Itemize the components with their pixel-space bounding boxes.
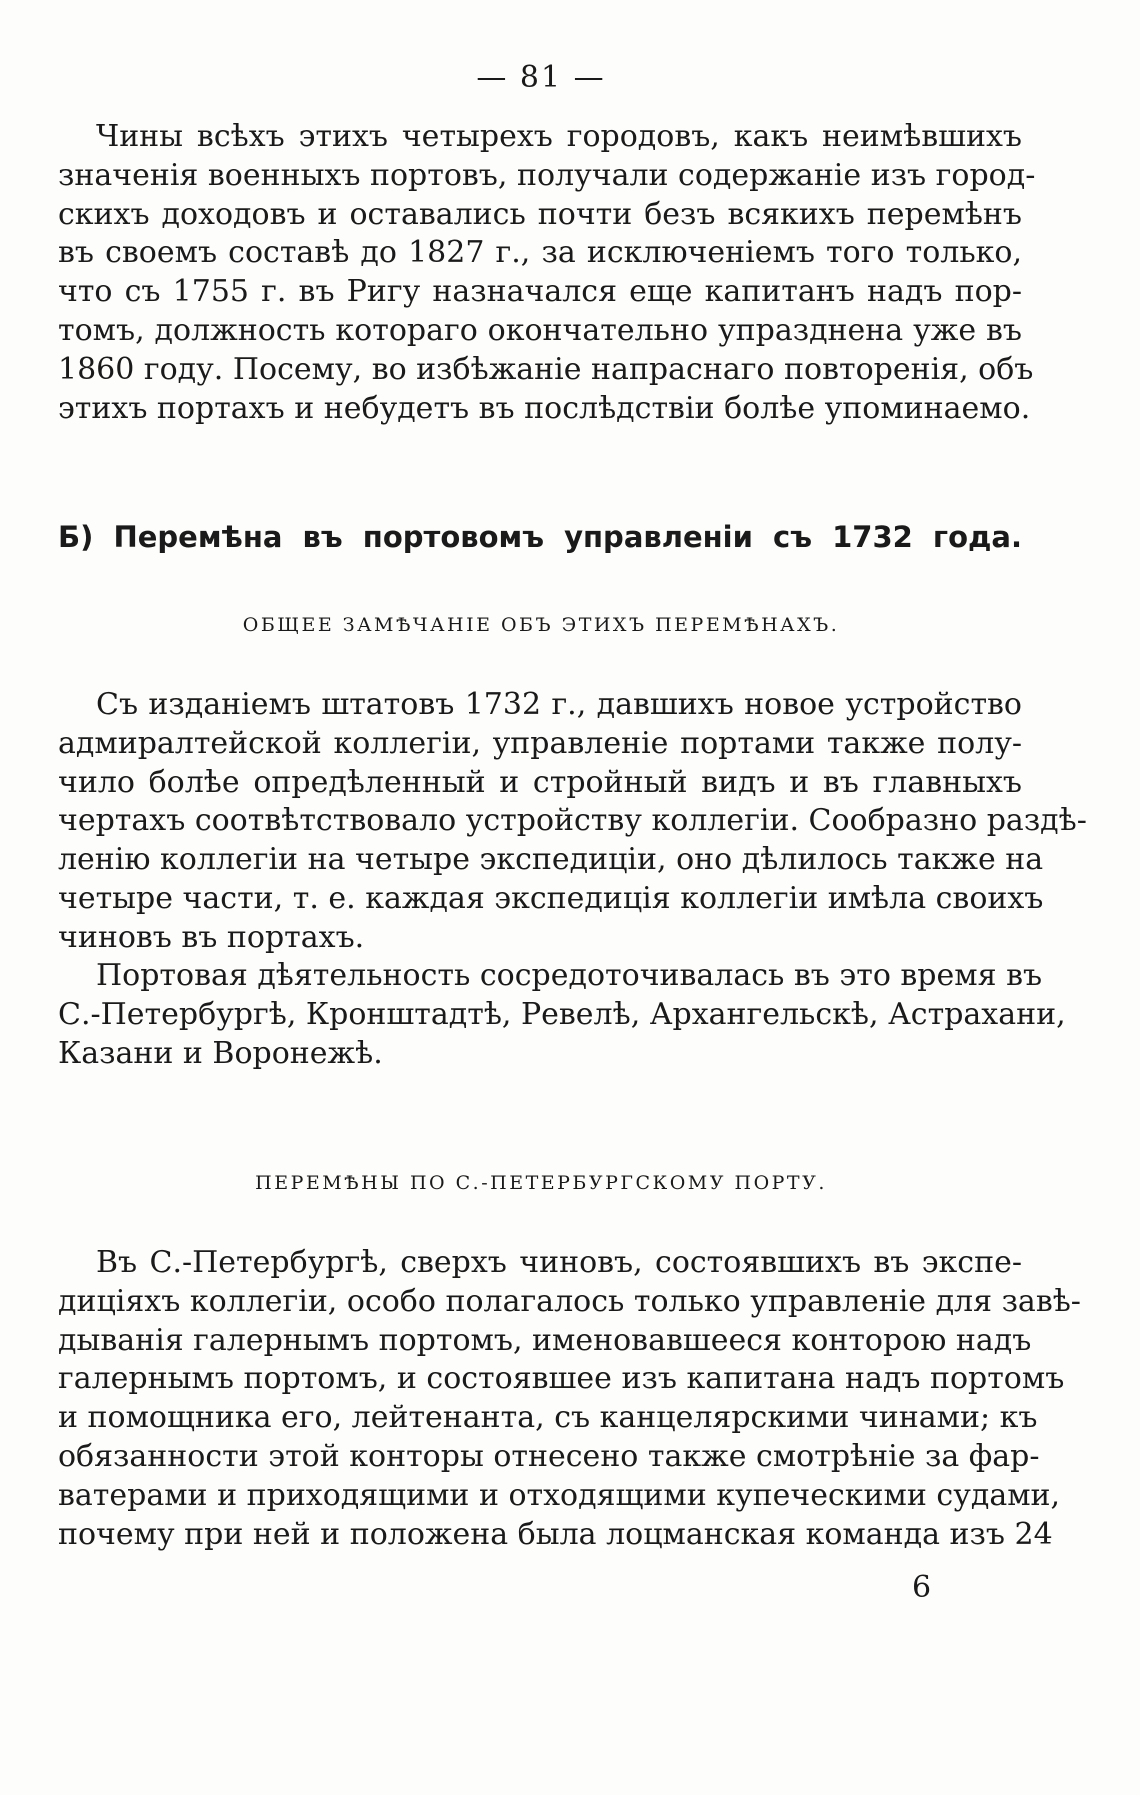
text-line: Казани и Воронежѣ.	[58, 1035, 383, 1071]
paragraph-4	[58, 1244, 1081, 1554]
text-line: томъ, должность котораго окончательно упразднена уже въ	[58, 312, 1022, 348]
text-line: четыре части, т. е. каждая экспедиція коллегіи имѣла своихъ	[58, 880, 1044, 916]
text-line: Портовая дѣятельность сосредоточивалась въ это время въ	[96, 958, 1043, 993]
text-line: почему при ней и положена была лоцманская команда изъ 24	[58, 1516, 1053, 1552]
text-line: ватерами и приходящими и отходящими купеческими судами,	[58, 1477, 1061, 1513]
text-line: адмиралтейской коллегіи, управленіе портами также полу-	[58, 725, 1022, 761]
text-line: С.-Петербургѣ, Кронштадтѣ, Ревелѣ, Архангельскѣ, Астрахани,	[58, 996, 1066, 1032]
paragraph-2	[58, 686, 1087, 958]
text-line: этихъ портахъ и небудетъ въ послѣдствіи болѣе упоминаемо.	[58, 390, 1031, 426]
subheading-petersburg-port: ПЕРЕМѢНЫ ПО С.-ПЕТЕРБУРГСКОМУ ПОРТУ.	[255, 1172, 827, 1194]
text-line: что съ 1755 г. въ Ригу назначался еще капитанъ надъ пор-	[58, 274, 1022, 310]
paragraph-1	[58, 118, 1036, 428]
section-heading: Б) Перемѣна въ портовомъ управленіи съ 1732 года.	[58, 520, 1022, 554]
text-line: чиновъ въ портахъ.	[58, 919, 365, 955]
text-line: и помощника его, лейтенанта, съ канцелярскими чинами; къ	[58, 1400, 1038, 1436]
paragraph-3	[58, 957, 1066, 1073]
text-line: галернымъ портомъ, и состоявшее изъ капитана надъ портомъ	[58, 1361, 1065, 1397]
signature-mark: 6	[912, 1570, 932, 1605]
subheading-general-remark: ОБЩЕЕ ЗАМѢЧАНІЕ ОБЪ ЭТИХЪ ПЕРЕМѢНАХЪ.	[242, 614, 840, 636]
text-line: Въ С.-Петербургѣ, сверхъ чиновъ, состоявшихъ въ экспе-	[96, 1245, 1022, 1280]
text-line: Съ изданіемъ штатовъ 1732 г., давшихъ новое устройство	[96, 687, 1022, 722]
text-line: чертахъ соотвѣтствовало устройству коллегіи. Сообразно раздѣ-	[58, 803, 1087, 839]
text-line: дыванія галернымъ портомъ, именовавшееся конторою надъ	[58, 1322, 1032, 1358]
text-line: Чины всѣхъ этихъ четырехъ городовъ, какъ неимѣвшихъ	[96, 119, 1022, 154]
text-line: диціяхъ коллегіи, особо полагалось только управленіе для завѣ-	[58, 1283, 1081, 1319]
text-line: чило болѣе опредѣленный и стройный видъ и въ главныхъ	[58, 764, 1022, 800]
text-line: обязанности этой конторы отнесено также смотрѣніе за фар-	[58, 1438, 1040, 1474]
text-line: въ своемъ составѣ до 1827 г., за исключеніемъ того только,	[58, 235, 1022, 271]
text-line: значенія военныхъ портовъ, получали содержаніе изъ город-	[58, 157, 1036, 193]
text-line: ленію коллегіи на четыре экспедиціи, оно дѣлилось также на	[58, 842, 1044, 878]
text-line: 1860 году. Посему, во избѣжаніе напраснаго повторенія, объ	[58, 351, 1034, 387]
text-line: скихъ доходовъ и оставались почти безъ всякихъ перемѣнъ	[58, 196, 1022, 232]
page-number: — 81 —	[476, 60, 606, 95]
